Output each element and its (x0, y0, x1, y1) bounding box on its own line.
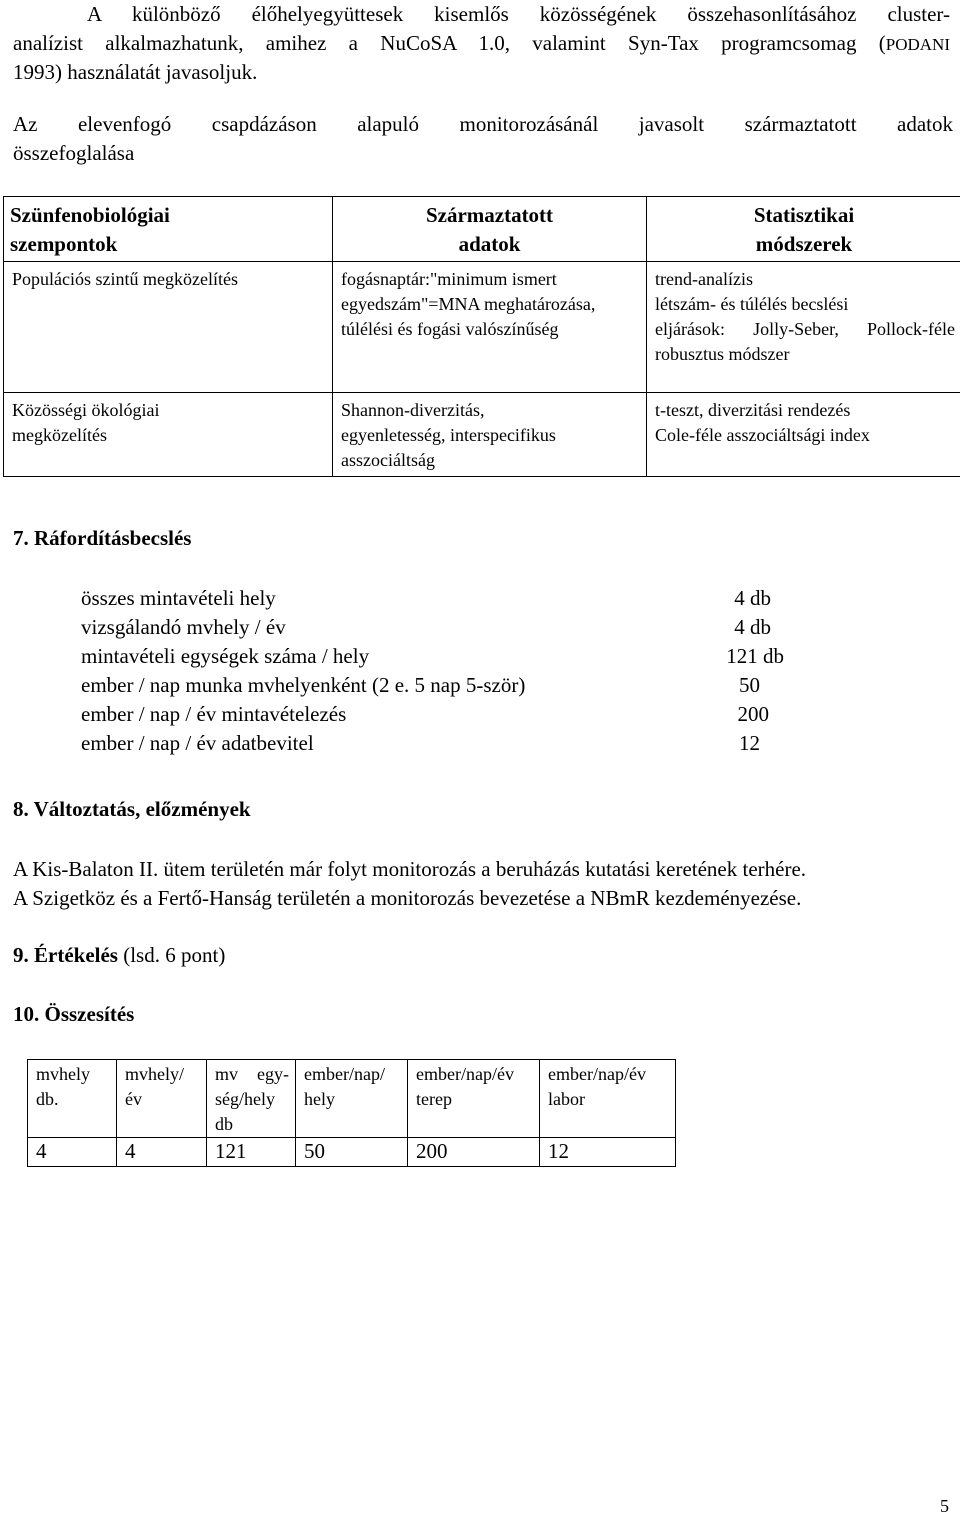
row-data-line: egyedszám"=MNA meghatározása, (341, 294, 596, 314)
summary-title-line-1: Az elevenfogó csapdázáson alapuló monitorozásánál javasolt származtatott adatok (13, 112, 953, 136)
section-9-title: Értékelés (34, 943, 118, 967)
row-derived-data (333, 262, 647, 393)
cost-item (81, 615, 801, 644)
totals-header-cell (117, 1060, 207, 1138)
row-methods (647, 262, 960, 393)
section-7-heading (13, 526, 191, 551)
header-methods-line-1: Statisztikai (753, 203, 855, 227)
totals-value-cell: 4 (28, 1138, 117, 1167)
totals-value-cell: 121 (207, 1138, 296, 1167)
cost-item-label: mintavételi egységek száma / hely (81, 644, 370, 668)
section-8-line-1: A Kis-Balaton II. ütem területén már folyt monitorozás a beruházás kutatási keretének terhére. (13, 857, 807, 881)
cost-item-value: 4 db (734, 586, 771, 610)
totals-header-line: mv egy- (215, 1064, 289, 1084)
cost-item-value: 200 (737, 702, 769, 726)
totals-header-line: labor (548, 1089, 585, 1109)
intro-line-1: A különböző élőhelyegyüttesek kisemlős közösségének összehasonlításához cluster- (87, 2, 950, 26)
header-statistical-methods (647, 197, 960, 262)
row-data-line: Shannon-diverzitás, (341, 400, 485, 420)
header-methods-line-2: módszerek (755, 232, 853, 256)
row-aspect-line: Közösségi ökológiai (12, 400, 160, 420)
cost-item-label: ember / nap munka mvhelyenként (2 e. 5 nap 5-ször) (81, 673, 526, 697)
section-7-title: Ráfordításbecslés (34, 526, 192, 550)
totals-header-cell (296, 1060, 408, 1138)
section-8-heading (13, 797, 251, 822)
row-aspect-text: Populációs szintű megközelítés (12, 269, 238, 289)
row-data-line: egyenletesség, interspecifikus (341, 425, 556, 445)
cost-item (81, 586, 801, 615)
cost-item-value: 121 db (726, 644, 784, 668)
row-aspect (4, 262, 333, 393)
totals-header-line: ember/nap/ (304, 1064, 385, 1084)
section-8-title: Változtatás, előzmények (33, 797, 251, 821)
section-8-line-2: A Szigetköz és a Fertő-Hanság területén a monitorozás bevezetése a NBmR kezdeményezése. (13, 886, 802, 910)
row-method-line: trend-analízis (655, 269, 753, 289)
header-derived-line-1: Származtatott (425, 203, 554, 227)
cost-item (81, 731, 801, 760)
totals-header-line: db. (36, 1089, 59, 1109)
intro-line-2 (13, 29, 950, 58)
row-aspect-line: megközelítés (12, 425, 107, 445)
row-methods (647, 393, 960, 477)
cost-item-label: ember / nap / év mintavételezés (81, 702, 347, 726)
cost-item (81, 702, 801, 731)
row-aspect (4, 393, 333, 477)
header-aspects (4, 197, 333, 262)
row-data-line: fogásnaptár:"minimum ismert (341, 269, 557, 289)
cost-item-value: 4 db (734, 615, 771, 639)
intro-line-3: 1993) használatát javasoljuk. (13, 60, 258, 84)
totals-value-row (28, 1138, 676, 1167)
totals-header-line: mvhely/ (125, 1064, 184, 1084)
totals-value-cell: 200 (408, 1138, 540, 1167)
cost-item (81, 644, 801, 673)
row-method-line: t-teszt, diverzitási rendezés (655, 400, 851, 420)
section-9-number: 9. (13, 943, 29, 967)
table-header-row (4, 197, 960, 262)
header-derived-data (333, 197, 647, 262)
section-10-title: Összesítés (44, 1002, 135, 1026)
row-derived-data (333, 393, 647, 477)
totals-header-cell (540, 1060, 676, 1138)
row-data-line: túlélési és fogási valószínűség (341, 319, 559, 339)
header-derived-line-2: adatok (458, 232, 521, 256)
totals-header-line: db (215, 1114, 233, 1134)
row-data-line: asszociáltság (341, 450, 435, 470)
totals-header-cell (28, 1060, 117, 1138)
totals-header-cell (408, 1060, 540, 1138)
row-method-line: Cole-féle asszociáltsági index (655, 425, 870, 445)
totals-value-cell: 50 (296, 1138, 408, 1167)
totals-header-cell (207, 1060, 296, 1138)
section-7-number: 7. (13, 526, 29, 550)
header-aspects-line-1: Szünfenobiológiai (10, 203, 170, 227)
section-8-paragraph (13, 855, 953, 913)
totals-header-line: ember/nap/év (416, 1064, 514, 1084)
cost-item-label: ember / nap / év adatbevitel (81, 731, 314, 755)
table-row (4, 393, 960, 477)
cost-item (81, 673, 801, 702)
row-method-line: létszám- és túlélés becslési (655, 294, 849, 314)
table-row (4, 262, 960, 393)
intro-paragraph (13, 0, 950, 87)
section-9-suffix: (lsd. 6 pont) (117, 943, 226, 967)
author-name-smallcaps: PODANI (885, 35, 950, 54)
totals-header-line: ség/hely (215, 1089, 275, 1109)
header-aspects-line-2: szempontok (10, 232, 118, 256)
section-10-number: 10. (13, 1002, 40, 1026)
cost-item-label: összes mintavételi hely (81, 586, 276, 610)
section-10-heading (13, 1002, 134, 1027)
cost-item-value: 50 (739, 673, 760, 697)
summary-title-line-2: összefoglalása (13, 141, 135, 165)
totals-table (27, 1059, 676, 1167)
totals-value-cell: 4 (117, 1138, 207, 1167)
cost-item-label: vizsgálandó mvhely / év (81, 615, 286, 639)
row-method-line: eljárások: Jolly-Seber, Pollock-féle (655, 319, 955, 339)
totals-header-line: hely (304, 1089, 335, 1109)
section-9-heading (13, 943, 225, 968)
summary-title (13, 110, 953, 168)
totals-header-line: terep (416, 1089, 452, 1109)
totals-header-line: mvhely (36, 1064, 90, 1084)
totals-value-cell: 12 (540, 1138, 676, 1167)
page-number: 5 (940, 1496, 949, 1516)
section-8-number: 8. (13, 797, 29, 821)
totals-header-line: év (125, 1089, 142, 1109)
derived-data-table (3, 196, 960, 477)
totals-header-line: ember/nap/év (548, 1064, 646, 1084)
row-method-line: robusztus módszer (655, 344, 790, 364)
totals-header-row (28, 1060, 676, 1138)
cost-item-value: 12 (739, 731, 760, 755)
intro-line-2-text: analízist alkalmazhatunk, amihez a NuCoSA 1.0, valamint Syn-Tax programcsomag ( (13, 31, 886, 55)
